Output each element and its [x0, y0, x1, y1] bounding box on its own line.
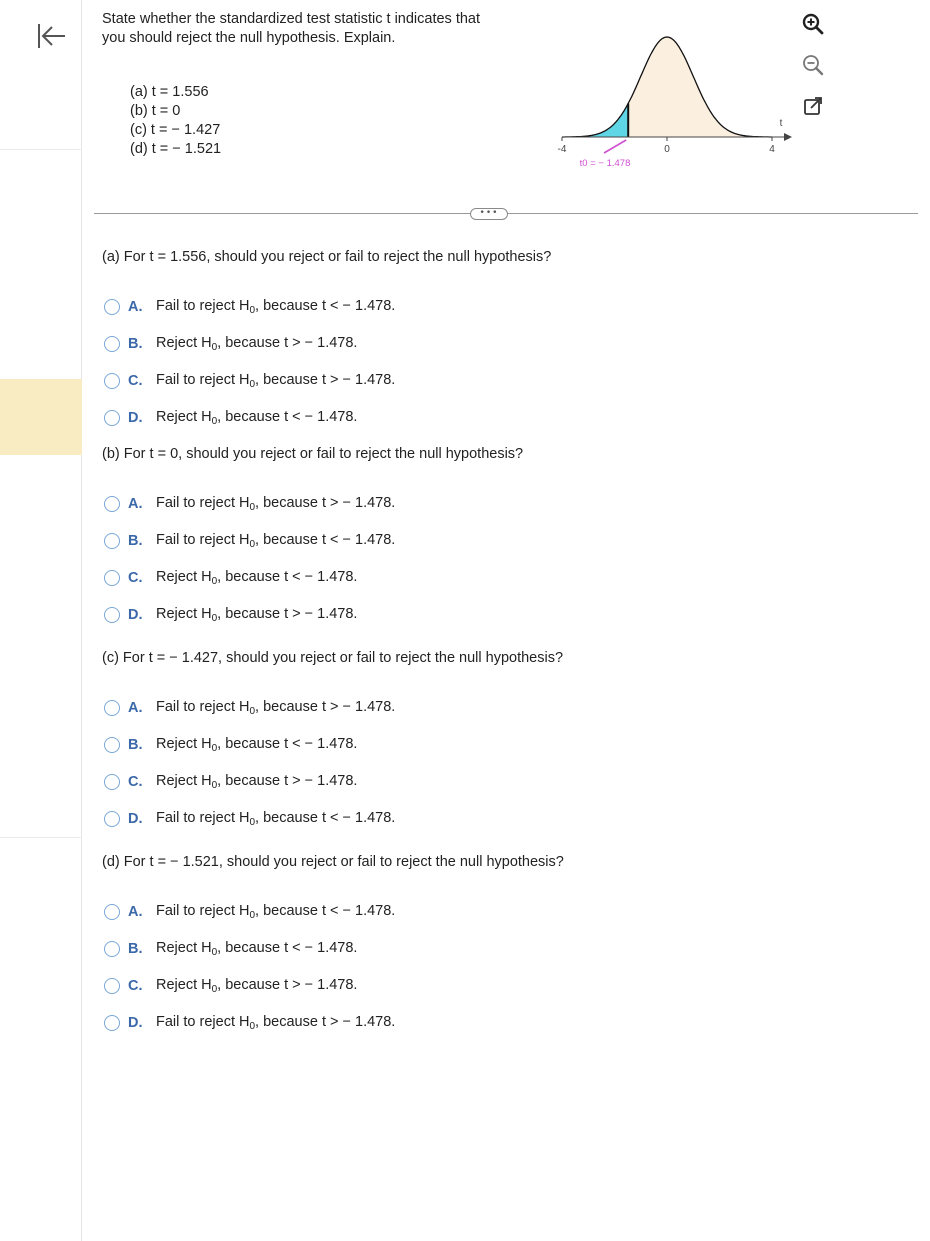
option-a-a[interactable]: [104, 297, 395, 317]
option-c-a[interactable]: [104, 698, 395, 718]
option-b-b[interactable]: [104, 531, 395, 551]
option-text-main: Fail to reject H: [156, 699, 250, 715]
option-text-main: Reject H: [156, 773, 212, 789]
option-text: [156, 569, 357, 587]
option-letter: A.: [128, 904, 143, 920]
hypothesis-subscript: 0: [211, 576, 218, 587]
zoom-out-icon: [801, 53, 825, 77]
critical-pointer: [604, 140, 626, 153]
option-d-b[interactable]: [104, 939, 357, 959]
graph-svg: [552, 30, 802, 180]
option-text-reason: , because t > − 1.478.: [255, 1014, 396, 1030]
radio-button[interactable]: [104, 570, 120, 586]
option-text: [156, 298, 395, 316]
radio-button[interactable]: [104, 607, 120, 623]
option-d-d[interactable]: [104, 1013, 395, 1033]
radio-button[interactable]: [104, 811, 120, 827]
rail-divider: [0, 837, 82, 838]
collapse-panel-button[interactable]: [34, 22, 68, 50]
option-text: [156, 903, 395, 921]
option-b-a[interactable]: [104, 494, 395, 514]
expand-more-button[interactable]: •••: [470, 208, 508, 220]
option-b-d[interactable]: [104, 605, 357, 625]
question-b: (b) For t = 0, should you reject or fail to reject the null hypothesis?: [102, 446, 524, 462]
option-text-main: Fail to reject H: [156, 1014, 250, 1030]
option-c-b[interactable]: [104, 735, 357, 755]
critical-value-label: t0 = − 1.478: [579, 158, 631, 169]
option-letter: A.: [128, 496, 143, 512]
option-text-main: Reject H: [156, 977, 212, 993]
rejection-region: [562, 104, 628, 138]
radio-button[interactable]: [104, 533, 120, 549]
option-text: [156, 372, 395, 390]
collapse-left-icon: [34, 22, 68, 50]
hypothesis-subscript: 0: [249, 539, 256, 550]
option-text: [156, 1014, 395, 1032]
option-text: [156, 977, 357, 995]
part-a: (a) t = 1.556: [130, 84, 209, 100]
option-text-main: Fail to reject H: [156, 532, 250, 548]
problem-parts: [130, 83, 221, 159]
hypothesis-subscript: 0: [249, 706, 256, 717]
option-text: [156, 606, 357, 624]
part-c: (c) t = − 1.427: [130, 122, 221, 138]
radio-button[interactable]: [104, 336, 120, 352]
hypothesis-subscript: 0: [211, 613, 218, 624]
option-text-main: Fail to reject H: [156, 810, 250, 826]
option-letter: D.: [128, 1015, 143, 1031]
radio-button[interactable]: [104, 904, 120, 920]
option-text-main: Fail to reject H: [156, 372, 250, 388]
radio-button[interactable]: [104, 410, 120, 426]
option-text-reason: , because t < − 1.478.: [217, 569, 358, 585]
option-c-c[interactable]: [104, 772, 357, 792]
radio-button[interactable]: [104, 774, 120, 790]
radio-button[interactable]: [104, 299, 120, 315]
hypothesis-subscript: 0: [211, 780, 218, 791]
t-distribution-graph: [552, 30, 802, 180]
option-text-reason: , because t > − 1.478.: [255, 495, 396, 511]
question-c: (c) For t = − 1.427, should you reject or fail to reject the null hypothesis?: [102, 650, 564, 666]
option-text-reason: , because t < − 1.478.: [217, 736, 358, 752]
option-text: [156, 699, 395, 717]
option-text-reason: , because t < − 1.478.: [255, 298, 396, 314]
option-letter: B.: [128, 336, 143, 352]
question-d: (d) For t = − 1.521, should you reject or fail to reject the null hypothesis?: [102, 854, 564, 870]
tick-label-center: 0: [664, 144, 670, 155]
option-a-c[interactable]: [104, 371, 395, 391]
hypothesis-subscript: 0: [249, 379, 256, 390]
option-letter: D.: [128, 410, 143, 426]
radio-button[interactable]: [104, 1015, 120, 1031]
question-a: (a) For t = 1.556, should you reject or fail to reject the null hypothesis?: [102, 249, 552, 265]
radio-button[interactable]: [104, 978, 120, 994]
radio-button[interactable]: [104, 737, 120, 753]
left-rail: [0, 0, 82, 1241]
option-c-d[interactable]: [104, 809, 395, 829]
option-letter: D.: [128, 607, 143, 623]
hypothesis-subscript: 0: [211, 743, 218, 754]
hypothesis-subscript: 0: [249, 910, 256, 921]
option-text: [156, 810, 395, 828]
zoom-in-icon: [801, 12, 825, 36]
option-letter: B.: [128, 737, 143, 753]
tick-label-right: 4: [769, 144, 775, 155]
option-a-d[interactable]: [104, 408, 357, 428]
option-text-reason: , because t > − 1.478.: [217, 335, 358, 351]
option-text-reason: , because t < − 1.478.: [255, 810, 396, 826]
option-text: [156, 773, 357, 791]
rail-current-item[interactable]: [0, 379, 82, 455]
option-text-main: Reject H: [156, 569, 212, 585]
radio-button[interactable]: [104, 941, 120, 957]
option-text: [156, 409, 357, 427]
part-b: (b) t = 0: [130, 103, 181, 119]
hypothesis-subscript: 0: [249, 1021, 256, 1032]
open-external-icon: [801, 94, 825, 118]
option-text-reason: , because t > − 1.478.: [217, 606, 358, 622]
hypothesis-subscript: 0: [211, 342, 218, 353]
option-b-c[interactable]: [104, 568, 357, 588]
option-a-b[interactable]: [104, 334, 357, 354]
option-text-main: Reject H: [156, 606, 212, 622]
hypothesis-subscript: 0: [211, 947, 218, 958]
axis-variable-label: t: [779, 118, 783, 129]
radio-button[interactable]: [104, 496, 120, 512]
curve-area: [562, 37, 772, 137]
option-text-reason: , because t > − 1.478.: [255, 372, 396, 388]
part-d: (d) t = − 1.521: [130, 141, 222, 157]
hypothesis-subscript: 0: [249, 817, 256, 828]
hypothesis-subscript: 0: [211, 984, 218, 995]
option-letter: A.: [128, 299, 143, 315]
open-external-button[interactable]: [801, 94, 825, 118]
zoom-out-button[interactable]: [801, 53, 825, 77]
problem-statement: State whether the standardized test statistic t indicates that you should reject the null hypothesis. Explain.: [102, 11, 481, 46]
option-d-c[interactable]: [104, 976, 357, 996]
radio-button[interactable]: [104, 700, 120, 716]
option-text-reason: , because t < − 1.478.: [217, 409, 358, 425]
option-letter: D.: [128, 811, 143, 827]
option-letter: C.: [128, 373, 143, 389]
option-text-reason: , because t < − 1.478.: [255, 532, 396, 548]
option-text-main: Fail to reject H: [156, 903, 250, 919]
x-axis-arrow: [784, 133, 792, 141]
option-text-reason: , because t > − 1.478.: [255, 699, 396, 715]
option-text-main: Reject H: [156, 335, 212, 351]
option-text: [156, 940, 357, 958]
option-letter: C.: [128, 774, 143, 790]
tick-label-left: -4: [557, 144, 567, 155]
option-text: [156, 532, 395, 550]
option-text-main: Fail to reject H: [156, 495, 250, 511]
option-text: [156, 335, 357, 353]
option-text-main: Reject H: [156, 409, 212, 425]
rail-divider: [0, 149, 82, 150]
option-text-main: Reject H: [156, 940, 212, 956]
option-text-reason: , because t < − 1.478.: [217, 940, 358, 956]
option-text-reason: , because t > − 1.478.: [217, 977, 358, 993]
option-letter: B.: [128, 941, 143, 957]
option-text: [156, 495, 395, 513]
option-letter: A.: [128, 700, 143, 716]
option-text-main: Reject H: [156, 736, 212, 752]
option-text: [156, 736, 357, 754]
option-letter: C.: [128, 978, 143, 994]
option-text-reason: , because t > − 1.478.: [217, 773, 358, 789]
zoom-in-button[interactable]: [801, 12, 825, 36]
option-text-reason: , because t < − 1.478.: [255, 903, 396, 919]
hypothesis-subscript: 0: [211, 416, 218, 427]
option-text-main: Fail to reject H: [156, 298, 250, 314]
radio-button[interactable]: [104, 373, 120, 389]
option-letter: C.: [128, 570, 143, 586]
option-letter: B.: [128, 533, 143, 549]
hypothesis-subscript: 0: [249, 305, 256, 316]
hypothesis-subscript: 0: [249, 502, 256, 513]
option-d-a[interactable]: [104, 902, 395, 922]
